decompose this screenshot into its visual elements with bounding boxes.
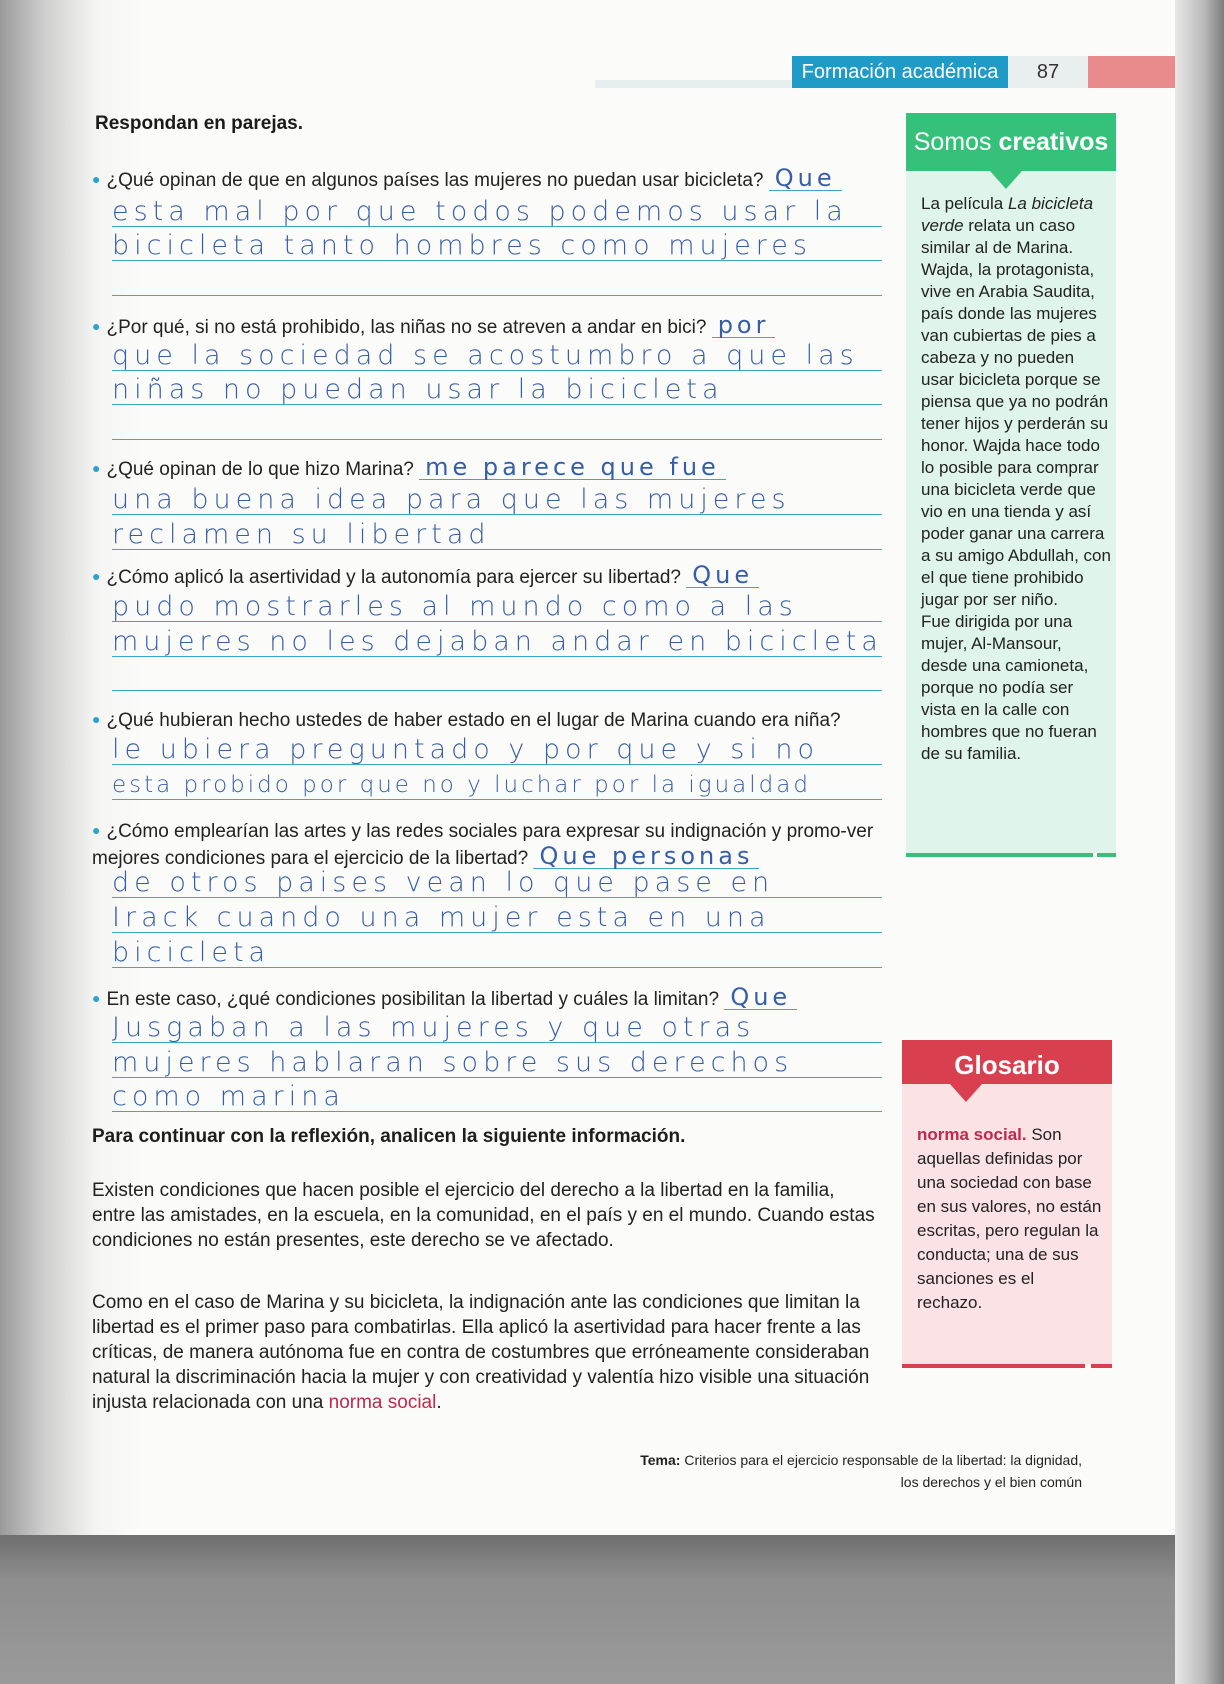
answer-line[interactable]: esta probido por que no y luchar por la igualdad <box>112 765 882 800</box>
title-plain: Somos <box>913 128 992 156</box>
reflection-paragraph-2 <box>92 1290 882 1415</box>
question-text: ¿Cómo emplearían las artes y las redes sociales para expresar su indignación y promo-ver mejores condiciones para el ejercicio de la libertad? <box>92 821 874 869</box>
answer-line[interactable]: como marina <box>112 1077 882 1112</box>
speech-notch-icon <box>950 1084 982 1102</box>
footer-line-2: los derechos y el bien común <box>900 1474 1082 1490</box>
bullet-icon: ● <box>92 171 101 187</box>
answer-start[interactable]: Que <box>724 985 797 1010</box>
answer-line[interactable]: niñas no puedan usar la bicicleta <box>112 370 882 405</box>
bullet-icon: ● <box>92 460 101 476</box>
answer-start[interactable]: Que <box>769 166 842 191</box>
glosario-term: norma social. <box>917 1125 1027 1144</box>
glosario-title: Glosario <box>902 1040 1112 1084</box>
answer-start[interactable]: me parece que fue <box>419 455 726 480</box>
question-text: ¿Qué hubieran hecho ustedes de haber estado en el lugar de Marina cuando era niña? <box>106 710 841 731</box>
box-divider <box>1091 1364 1112 1368</box>
page-footer <box>560 1449 1082 1493</box>
somos-creativos-title <box>906 113 1116 171</box>
text-after: relata un caso similar al de Marina. Wajda, la protagonista, vive en Arabia Saudita, país donde las mujeres van cubiertas de pies a cabeza y no pueden usar bicicleta porque se piensa que ya no podrán tener hijos y perderán su honor. Wajda hace todo lo posible para comprar una bicicleta verde que vio en una tienda y así poder ganar una carrera a su amigo Abdullah, con el que tiene prohibido jugar por ser niño. <box>921 216 1111 609</box>
reflection-paragraph-1: Existen condiciones que hacen posible el ejercicio del derecho a la libertad en la familia, entre las amistades, en la escuela, en la comunidad, en el país y en el mundo. Cuando estas condiciones no están presentes, este derecho se ve afectado. <box>92 1180 875 1251</box>
answer-line[interactable]: bicicleta tanto hombres como mujeres <box>112 226 882 261</box>
paragraph-end: . <box>436 1392 442 1413</box>
film-title: La bicicleta verde <box>921 194 1094 235</box>
header-stripe <box>595 80 792 88</box>
glosario-definition: Son aquellas definidas por una sociedad con base en sus valores, no están escritas, pero regulan la conducta; una de sus sanciones es el rechazo. <box>917 1125 1102 1312</box>
activity-instruction: Respondan en parejas. <box>95 113 304 134</box>
footer-text: Criterios para el ejercicio responsable de la libertad: la dignidad, <box>684 1452 1082 1468</box>
text-second: Fue dirigida por una mujer, Al-Mansour, desde una camioneta, porque no podía ser vista en la calle con hombres que no fueran de su familia. <box>921 612 1097 763</box>
answer-start[interactable]: Que <box>686 563 759 588</box>
header-accent <box>1088 56 1175 88</box>
bullet-icon: ● <box>92 568 101 584</box>
footer-label: Tema: <box>640 1452 681 1468</box>
question-text: ¿Cómo aplicó la asertividad y la autonomía para ejercer su libertad? <box>106 567 681 588</box>
page-edge <box>1175 0 1224 1684</box>
reflection-heading: Para continuar con la reflexión, analicen la siguiente información. <box>92 1126 686 1147</box>
question-text: ¿Qué opinan de lo que hizo Marina? <box>106 459 414 480</box>
question-1 <box>92 166 882 193</box>
answer-line[interactable]: reclamen su libertad <box>112 515 882 550</box>
question-4 <box>92 563 882 590</box>
answer-line[interactable] <box>112 405 882 440</box>
answer-start[interactable]: Que personas <box>533 844 759 869</box>
answer-line[interactable]: Irack cuando una mujer esta en una <box>112 898 882 933</box>
scan-background <box>0 1535 1175 1684</box>
box-divider <box>906 853 1093 857</box>
page-number: 87 <box>1008 56 1088 88</box>
answer-line[interactable]: bicicleta <box>112 933 882 968</box>
answer-line[interactable]: mujeres no les dejaban andar en bicicleta <box>112 622 882 657</box>
question-text: En este caso, ¿qué condiciones posibilitan la libertad y cuáles la limitan? <box>106 989 720 1010</box>
glossary-term-link[interactable]: norma social <box>328 1392 437 1413</box>
bullet-icon: ● <box>92 990 101 1006</box>
question-text: ¿Por qué, si no está prohibido, las niñas no se atreven a andar en bici? <box>106 317 707 338</box>
glosario-entry <box>917 1123 1102 1315</box>
paragraph-text: Como en el caso de Marina y su bicicleta, la indignación ante las condiciones que limitan la libertad es el primer paso para combatirlas. Ella aplicó la asertividad para hacer frente a las críticas, de manera autónoma fue en contra de costumbres que erróneamente consideraban natural la discriminación hacia la mujer y con creatividad y valentía hizo visible una situación injusta relacionada con una <box>92 1292 870 1413</box>
answer-line[interactable]: una buena idea para que las mujeres <box>112 480 882 515</box>
answer-line[interactable]: pudo mostrarles al mundo como a las <box>112 587 882 622</box>
answer-line[interactable]: que la sociedad se acostumbro a que las <box>112 336 882 371</box>
bullet-icon: ● <box>92 711 101 727</box>
section-tag: Formación académica <box>792 56 1008 88</box>
answer-line[interactable]: le ubiera preguntado y por que y si no <box>112 730 882 765</box>
box-divider <box>902 1364 1085 1368</box>
answer-start[interactable]: por <box>712 313 776 338</box>
answer-line[interactable]: Jusgaban a las mujeres y que otras <box>112 1008 882 1043</box>
bullet-icon: ● <box>92 822 101 838</box>
footer-line-1 <box>560 1449 1082 1471</box>
somos-creativos-text <box>921 193 1111 765</box>
answer-line[interactable] <box>112 656 882 691</box>
title-bold: creativos <box>998 128 1109 156</box>
speech-notch-icon <box>990 171 1022 189</box>
answer-line[interactable]: mujeres hablaran sobre sus derechos <box>112 1043 882 1078</box>
answer-line[interactable]: de otros paises vean lo que pase en <box>112 863 882 898</box>
question-text: ¿Qué opinan de que en algunos países las mujeres no puedan usar bicicleta? <box>106 170 764 191</box>
answer-line[interactable] <box>112 261 882 296</box>
box-divider <box>1097 853 1116 857</box>
bullet-icon: ● <box>92 318 101 334</box>
text-before: La película <box>921 194 1004 213</box>
answer-line[interactable]: esta mal por que todos podemos usar la <box>112 192 882 227</box>
question-3 <box>92 455 882 482</box>
